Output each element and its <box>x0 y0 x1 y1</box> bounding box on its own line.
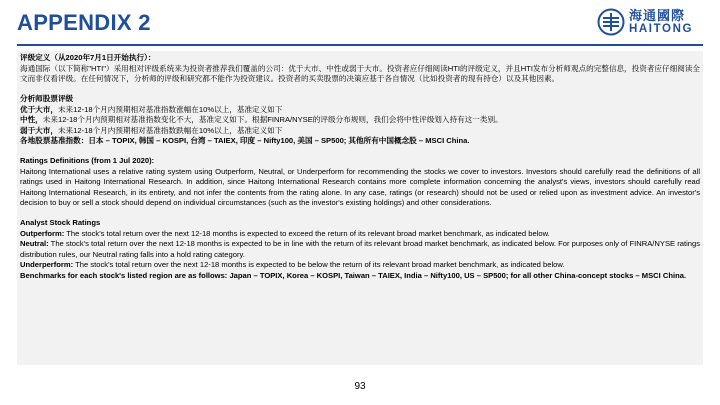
haitong-logo-icon <box>597 8 625 36</box>
disclosure-text <box>20 53 700 281</box>
en-underperform-text: The stock's total return over the next 12-18 months is expected to be below the return of its relevant broad market benchmark, as indicated below. <box>73 260 565 269</box>
cn-neutral <box>20 115 700 126</box>
cn-benchmarks: 各地股票基准指数：日本 – TOPIX, 韩国 – KOSPI, 台湾 – TAIEX, 印度 – Nifty100, 美国 – SP500; 其他所有中国概念股 – MSCI China. <box>20 136 470 145</box>
en-outperform-label: Outperform: <box>20 228 65 238</box>
page-title: APPENDIX 2 <box>17 10 151 35</box>
en-neutral-label: Neutral: <box>20 239 49 248</box>
en-definition-body: Haitong International uses a relative rating system using Outperform, Neutral, or Underperform for recommending the stocks we cover to investors. Investors should carefully read the definitions of all ratings used in Haitong International Research. In addition, since Haitong International Research contains more complete information concerning the analyst's views, investors should carefully read Haitong International Research, in its entirety, and not infer the contents from the rating alone. In any case, ratings (or research) should not be used or relied upon as investment advice. An investor's decision to buy or sell a stock should depend on individual circumstances (such as the investor's existing holdings) and other considerations. <box>20 166 700 207</box>
cn-definition-title: 评级定义（从2020年7月1日开始执行）： <box>20 53 156 62</box>
cn-outperform <box>20 105 700 116</box>
cn-definition-body: 海通国际（以下简称"HTI"）采用相对评级系统来为投资者推荐我们覆盖的公司：优于大市、中性或弱于大市。投资者应仔细阅读HTI的评级定义，并且HTI发布分析师观点的完整信息，投资者应仔细阅读全文而非仅看评级。在任何情况下，分析师的评级和研究都不能作为投资建议。投资者的买卖股票的决策应基于各自情况（比如投资者的现有持仓）以及其他因素。 <box>20 63 700 83</box>
en-analyst-title: Analyst Stock Ratings <box>20 218 101 227</box>
en-neutral <box>20 239 700 260</box>
cn-underperform-text: 未来12-18个月内预期相对基准指数跌幅在10%以上，基准定义如下 <box>57 125 283 135</box>
en-outperform-text: The stock's total return over the next 12-18 months is expected to exceed the return of its relevant broad market benchmark, as indicated below. <box>64 228 550 238</box>
logo-chinese-text: 海通國際 <box>629 7 686 23</box>
en-neutral-text: The stock's total return over the next 12-18 months is expected to be in line with the return of its relevant broad market benchmark, as indicated below. For purposes only of FINRA/NYSE ratings distribution rules, our Neutral rating falls into a hold rating category. <box>20 239 700 259</box>
en-outperform <box>20 229 700 240</box>
header-divider <box>17 44 703 46</box>
en-underperform <box>20 260 700 271</box>
cn-underperform-label: 弱于大市， <box>20 125 58 135</box>
en-definition-title: Ratings Definitions (from 1 Jul 2020): <box>20 156 155 165</box>
cn-neutral-text: 未来12-18个月内预期相对基准指数变化不大，基准定义如下。根据FINRA/NYSE的评级分布规则，我们会将中性评级划入持有这一类别。 <box>42 115 503 124</box>
cn-underperform <box>20 126 700 137</box>
cn-neutral-label: 中性， <box>20 115 43 124</box>
cn-analyst-title: 分析师股票评级 <box>20 94 74 103</box>
cn-outperform-text: 未来12-18个月内预期相对基准指数涨幅在10%以上，基准定义如下 <box>57 104 283 114</box>
cn-outperform-label: 优于大市， <box>20 104 58 114</box>
logo-english-text: HAITONG <box>629 22 694 35</box>
en-benchmarks: Benchmarks for each stock's listed region are as follows: Japan – TOPIX, Korea – KOSPI, Taiwan – TAIEX, India – Nifty100, US – SP500; for all other China-concept stocks – MSCI China. <box>20 270 687 280</box>
en-underperform-label: Underperform: <box>20 260 74 269</box>
company-logo <box>597 6 712 38</box>
page-number: 93 <box>354 381 366 392</box>
